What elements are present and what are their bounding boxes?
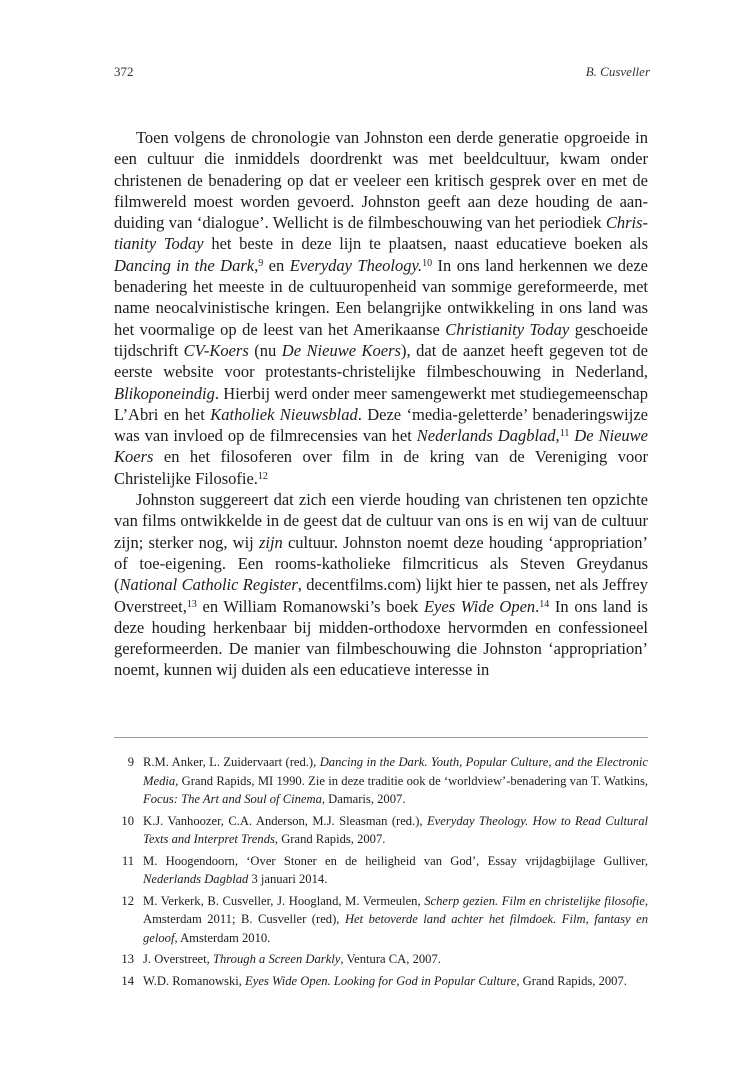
footnote-ref-11[interactable]: 11 [559, 428, 570, 440]
footnote-ref-10[interactable]: 10 [422, 257, 433, 269]
paragraph-1 [114, 127, 648, 489]
text-run: , [254, 255, 259, 275]
italic-run: Christianity Today [445, 319, 570, 339]
paragraph-2 [114, 489, 648, 681]
footnote-11 [114, 852, 648, 889]
footnote-text [143, 972, 648, 991]
text-run: M. Hoogendoorn, ‘Over Stoner en de heiligheid van God’, Essay vrijdagbijlage Gulliver, [143, 853, 648, 868]
footnotes [114, 753, 648, 993]
text-run: In ons land herkennen we deze benadering het meeste in de cultuuropenheid van sommige gereformeerde, met name neocalvinistische kringen. Een belangrijke ontwikkeling in ons land was het voormalige op de leest van het Amerikaanse [114, 255, 649, 339]
text-run: W.D. Romanowski, [143, 973, 246, 988]
text-run: , Amsterdam 2010. [174, 930, 271, 945]
text-run: cultuur. Johnston noemt deze houding ‘appropriation’ of toe-eigening. Een rooms-katholieke filmcriticus als Steven Greydanus ( [114, 532, 648, 595]
text-run: 3 januari 2014. [248, 872, 328, 886]
running-head [114, 64, 650, 80]
text-run: . Deze ‘media-geletterde’ benaderingswijze was van invloed op de filmrecensies van het [114, 404, 648, 446]
text-run: , decentfilms.com) lijkt hier te passen, net als Jeffrey Overstreet, [114, 575, 648, 616]
italic-run: Nederlands Dagblad, [416, 426, 560, 446]
footnote-text [143, 753, 648, 809]
running-head-author: B. Cusveller [585, 64, 650, 79]
footnote-number: 11 [121, 853, 134, 868]
text-run: K.J. Vanhoozer, C.A. Anderson, M.J. Sleasman (red.), [143, 813, 427, 828]
body-text [114, 127, 648, 681]
footnote-ref-13[interactable]: 13 [186, 598, 197, 610]
text-run: en het filosoferen over film in de kring van de Vereniging voor Christelijke Filosofie. [114, 447, 648, 488]
italic-run: Everyday Theology. How to Read Cultural Texts and Interpret Trends [143, 813, 648, 846]
text-run: , Damaris, 2007. [321, 792, 406, 806]
italic-run: Scherp gezien. Film en christelijke filosofie [424, 893, 645, 908]
italic-run: zijn [258, 532, 283, 552]
italic-run: Christianity Today [114, 213, 648, 254]
text-run: Toen volgens de chronologie van Johnston een derde generatie opgroeide in een cultuur die inmiddels doordrenkt was met beeldcultuur, kwam onder christenen de benadering op dat er veeleer een kritisch gesprek over en met de filmwereld moest worden gevoerd. Johnston geeft aan deze houding de aanduiding van ‘dialogue’. Wellicht is de filmbeschouwing van het periodiek [114, 128, 648, 233]
text-run: M. Verkerk, B. Cusveller, J. Hoogland, M. Vermeulen, [143, 893, 425, 908]
footnote-text [143, 812, 648, 849]
italic-run: Katholiek Nieuwsblad [210, 404, 358, 424]
footnote-text [143, 852, 648, 889]
page-number: 372 [114, 64, 134, 79]
text-run: , Grand Rapids, 2007. [516, 973, 627, 988]
footnote-number: 10 [121, 813, 134, 828]
text-run: en William Romanowski’s boek [196, 596, 424, 616]
text-run: , Ventura CA, 2007. [340, 952, 441, 966]
text-run: , Grand Rapids, MI 1990. Zie in deze traditie ook de ‘worldview’-benadering van T. Watkins, [175, 773, 648, 788]
footnote-ref-12[interactable]: 12 [257, 470, 268, 482]
italic-run: Blikoponeindig [114, 383, 215, 403]
footnote-13 [114, 950, 648, 969]
italic-run: De Nieuwe Koers [114, 426, 648, 467]
text-run: en [263, 255, 290, 275]
italic-run: Everyday Theology. [289, 255, 423, 275]
footnote-number: 14 [121, 973, 134, 988]
text-run: , Amsterdam 2011; B. Cusveller (red), [143, 893, 648, 926]
footnote-text [143, 892, 648, 948]
italic-run: Eyes Wide Open. Looking for God in Popular Culture [245, 973, 517, 988]
text-run: ), dat de aanzet heeft gegeven tot de eerste website voor protestants-christelijke filmbeschouwing in Nederland, [114, 340, 649, 382]
text-run: . [535, 596, 540, 616]
text-run: Johnston suggereert dat zich een vierde houding van christenen ten opzichte van films ontwikkelde in de geest dat de cultuur van ons is en wij van de cultuur zijn; sterker nog, wij [114, 490, 648, 552]
footnote-12 [114, 892, 648, 948]
text-run: (nu [248, 340, 282, 360]
text-run: R.M. Anker, L. Zuidervaart (red.), [143, 755, 320, 769]
text-run: , Grand Rapids, 2007. [274, 832, 386, 846]
text-run: . Hierbij werd onder meer samengewerkt met studiegemeenschap L’Abri en het [114, 383, 648, 424]
italic-run: Het betoverde land achter het filmdoek. Film, fantasy en geloof [143, 912, 648, 945]
footnote-9 [114, 753, 648, 809]
italic-run: Eyes Wide Open [423, 596, 536, 616]
footnote-divider [114, 737, 648, 738]
italic-run: Dancing in the Dark [114, 255, 255, 275]
text-run: geschoeide tijdschrift [114, 319, 648, 360]
italic-run: Through a Screen Darkly [212, 952, 341, 966]
italic-run: CV-Koers [183, 340, 249, 360]
italic-run: National Catholic Register [119, 575, 298, 595]
italic-run: Nederlands Dagblad [143, 872, 249, 886]
footnote-ref-9[interactable]: 9 [258, 257, 264, 269]
footnote-10 [114, 812, 648, 849]
footnote-text [143, 950, 648, 969]
text-run: In ons land is deze houding herkenbaar bij midden-orthodoxe hervormden en confessioneel gereformeerden. De manier van filmbeschouwing die Johnston ‘appropriation’ noemt, kunnen wij duiden als een educatieve interesse in [114, 596, 648, 680]
footnote-number: 12 [121, 893, 134, 908]
footnote-14 [114, 972, 648, 991]
footnote-ref-14[interactable]: 14 [539, 598, 550, 610]
italic-run: Focus: The Art and Soul of Cinema [143, 792, 322, 806]
text-run: het beste in deze lijn te plaatsen, naast educatieve boeken als [203, 234, 648, 254]
footnote-number: 9 [127, 755, 134, 769]
italic-run: Dancing in the Dark. Youth, Popular Culture, and the Electronic Media [143, 755, 648, 788]
footnote-number: 13 [121, 952, 134, 966]
text-run: J. Overstreet, [143, 952, 213, 966]
italic-run: De Nieuwe Koers [281, 340, 401, 360]
